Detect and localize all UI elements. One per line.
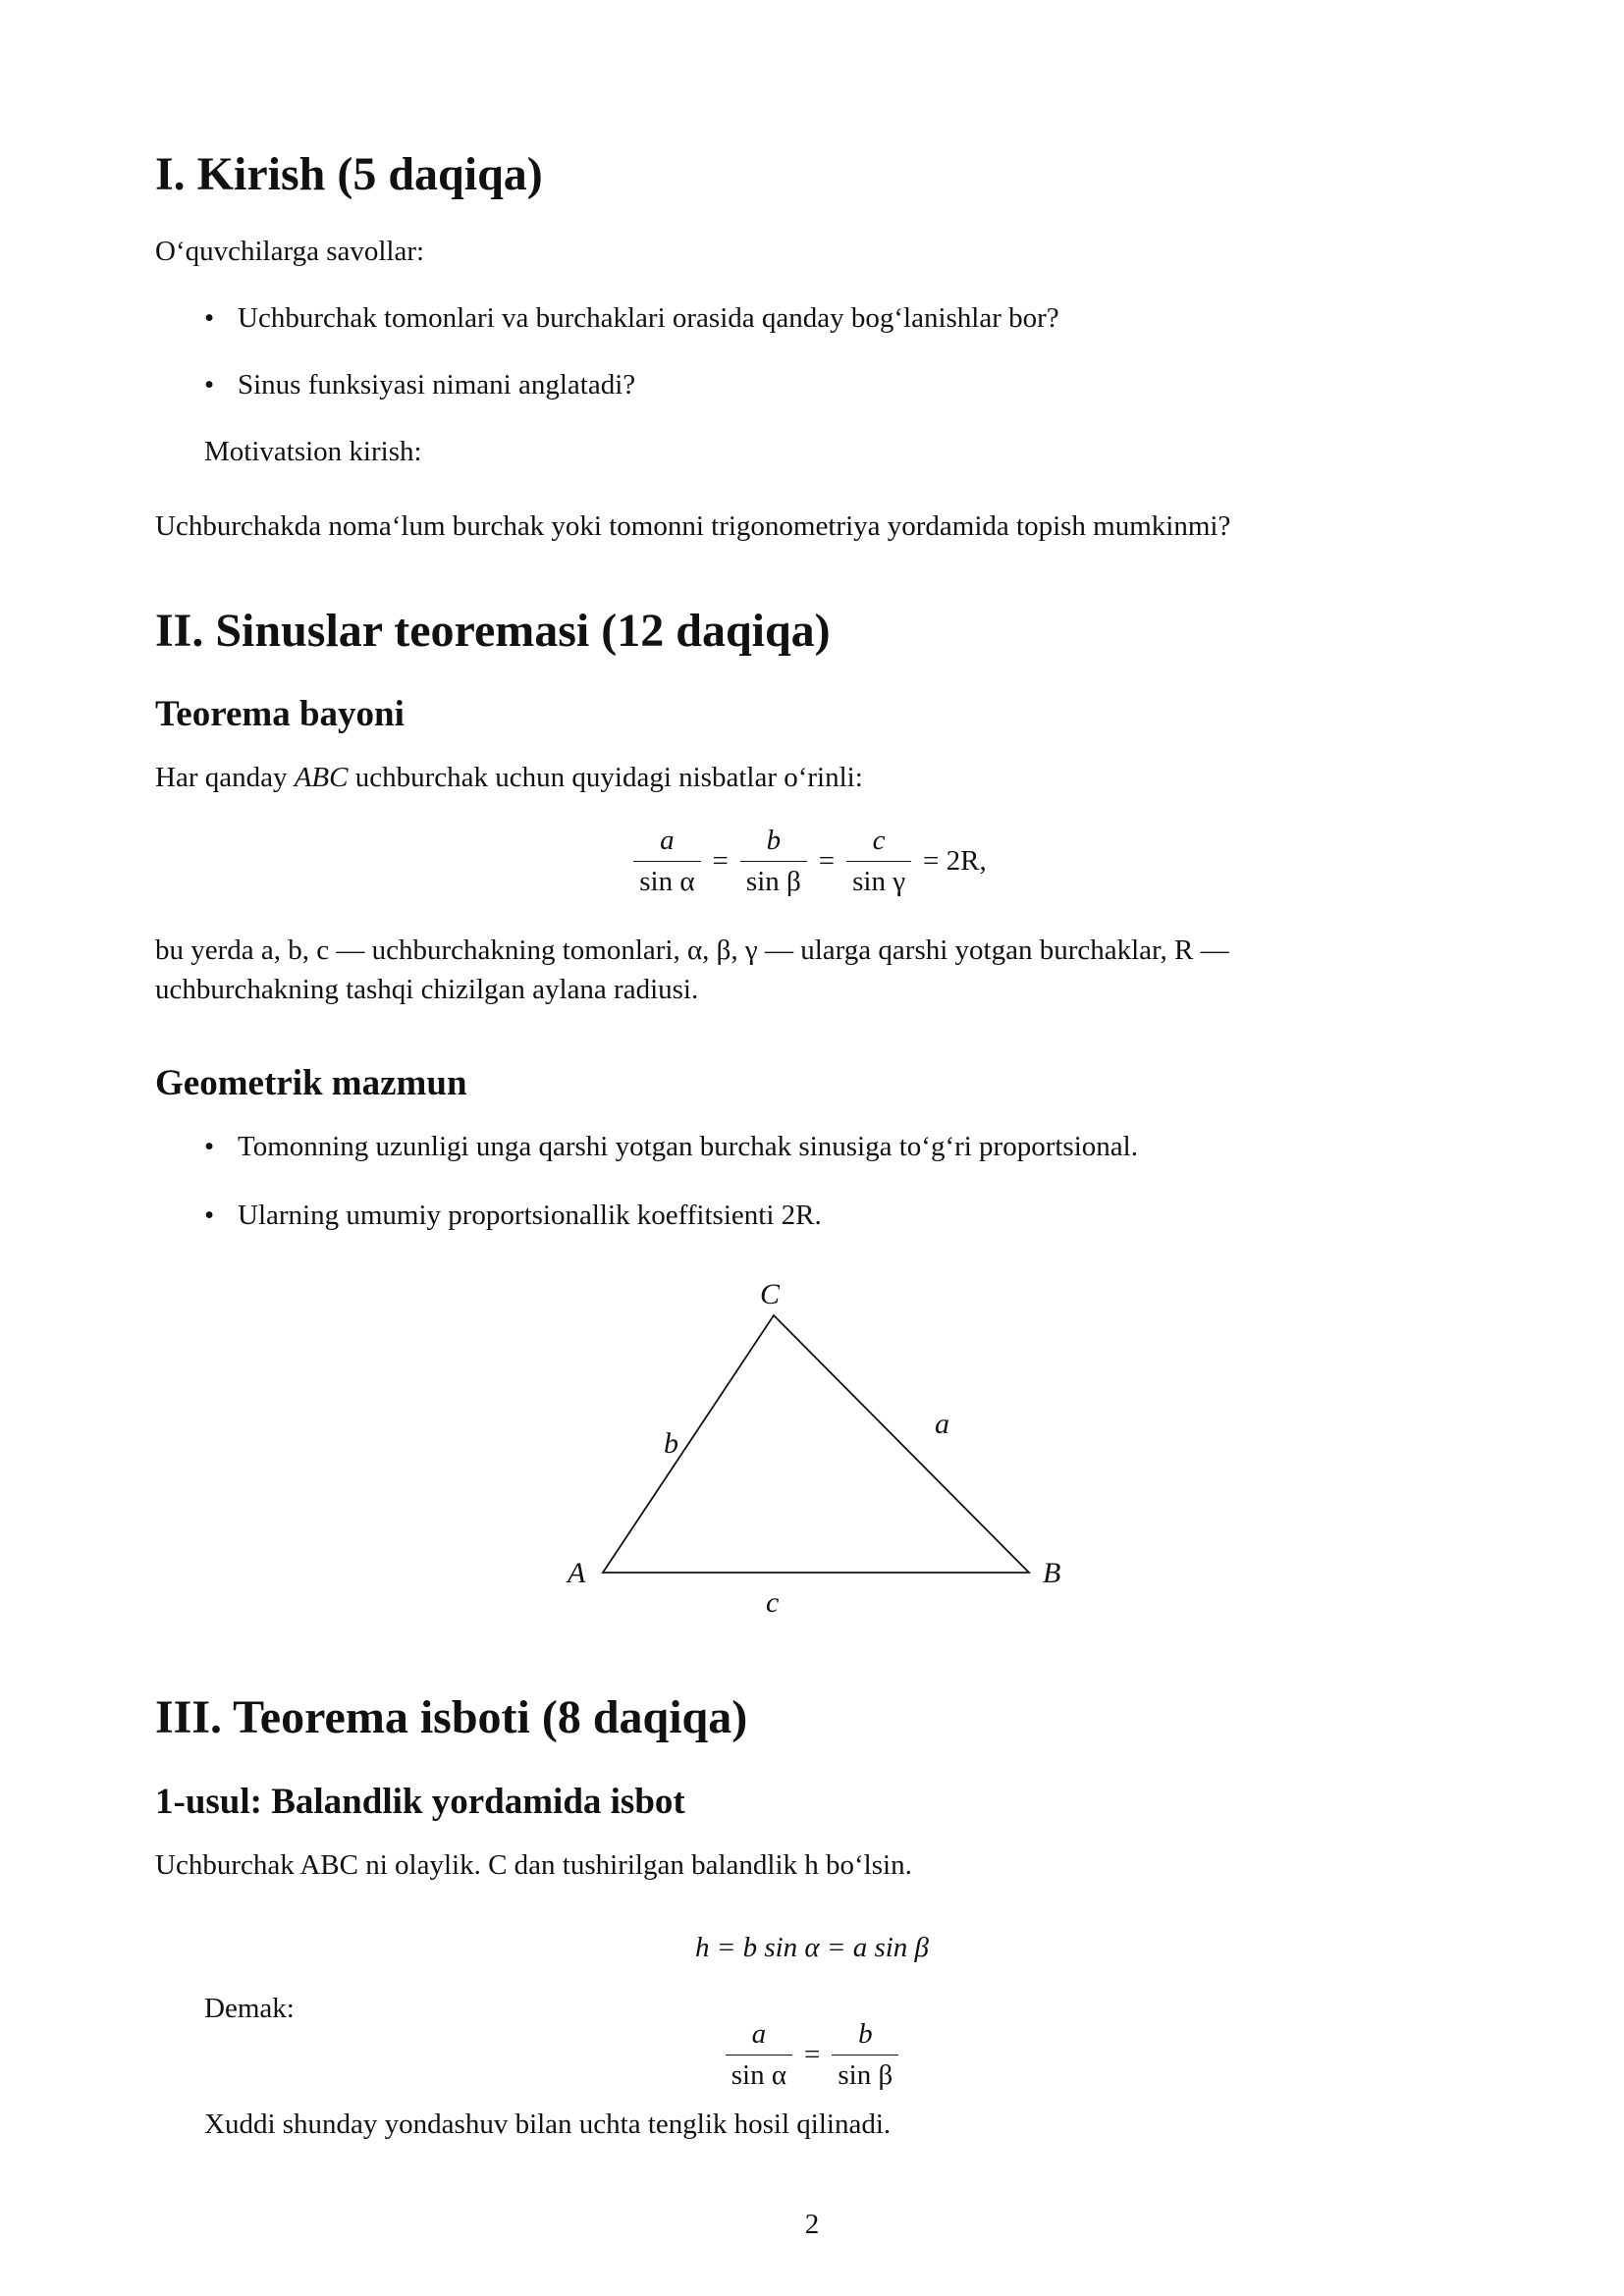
proof-setup-text: Uchburchak ABC ni olaylik. C dan tushirilgan balandlik h bo‘lsin.	[155, 1849, 912, 1881]
vertex-label-a: A	[568, 1557, 586, 1589]
statement-text: uchburchak uchun quyidagi nisbatlar o‘rinli:	[348, 762, 863, 793]
fraction-b: $\frac{b}{\text{sin β}}$	[832, 2018, 898, 2092]
fraction-a: $\frac{a}{\text{sin α}}$	[726, 2018, 792, 2092]
proof-method-title: 1-usul: Balandlik yordamida isbot	[155, 1782, 685, 1822]
side-label-b: b	[664, 1427, 678, 1460]
meaning-text: Ularning umumiy proportsionallik koeffitsienti 2R.	[238, 1200, 822, 1231]
bullet-icon: •	[204, 369, 215, 400]
section-3-title: III. Teorema isboti (8 daqiqa)	[155, 1691, 748, 1743]
question-text: Sinus funksiyasi nimani anglatadi?	[238, 369, 636, 400]
formula-rhs: = 2R,	[923, 845, 987, 877]
section-1-intro: O‘quvchilarga savollar:	[155, 236, 425, 267]
motivation-label: Motivatsion kirish:	[204, 436, 422, 467]
section-2-title: II. Sinuslar teoremasi (12 daqiqa)	[155, 605, 831, 657]
bullet-icon: •	[204, 1131, 215, 1162]
geometric-meaning-title: Geometrik mazmun	[155, 1063, 467, 1103]
fraction-c: $\frac{c}{\text{sin γ}}$	[846, 825, 911, 898]
fraction-b: $\frac{b}{\text{sin β}}$	[740, 825, 807, 898]
vertex-label-b: B	[1043, 1557, 1061, 1589]
proof-conclusion: Xuddi shunday yondashuv bilan uchta tenglik hosil qilinadi.	[204, 2109, 892, 2140]
fraction-a: $\frac{a}{\text{sin α}}$	[633, 825, 700, 898]
side-label-c: c	[766, 1586, 780, 1619]
bullet-icon: •	[204, 1200, 215, 1231]
side-label-a: a	[935, 1408, 949, 1440]
statement-text: Har qanday	[155, 762, 295, 793]
page-number: 2	[804, 2209, 820, 2240]
motivation-text: Uchburchakda noma‘lum burchak yoki tomonni trigonometriya yordamida topish mumkinmi?	[155, 510, 1231, 542]
law-of-sines-formula: $\frac{a}{\text{sin α}}$ = $\frac{b}{\text{sin β}}$ = $\frac{c}{\text{sin γ}}$ = 2R,	[0, 825, 1624, 898]
vertex-label-c: C	[760, 1278, 781, 1310]
result-formula: $\frac{a}{\text{sin α}}$ = $\frac{b}{\text{sin β}}$	[0, 2018, 1624, 2092]
theorem-statement-title: Teorema bayoni	[155, 694, 405, 734]
section-1-title: I. Kirish (5 daqiqa)	[155, 148, 543, 200]
meaning-text: Tomonning uzunligi unga qarshi yotgan burchak sinusiga to‘g‘ri proportsional.	[238, 1131, 1138, 1162]
explanation-line-2: uchburchakning tashqi chizilgan aylana radiusi.	[155, 974, 699, 1005]
height-formula: h = b sin α = a sin β	[695, 1932, 929, 1963]
question-text: Uchburchak tomonlari va burchaklari orasida qanday bog‘lanishlar bor?	[238, 302, 1059, 334]
explanation-line-1: bu yerda a, b, c — uchburchakning tomonlari, α, β, γ — ularga qarshi yotgan burchaklar, R —	[155, 934, 1229, 966]
demak-label: Demak:	[204, 1993, 295, 2024]
bullet-icon: •	[204, 302, 215, 334]
triangle-name: ABC	[294, 762, 349, 793]
